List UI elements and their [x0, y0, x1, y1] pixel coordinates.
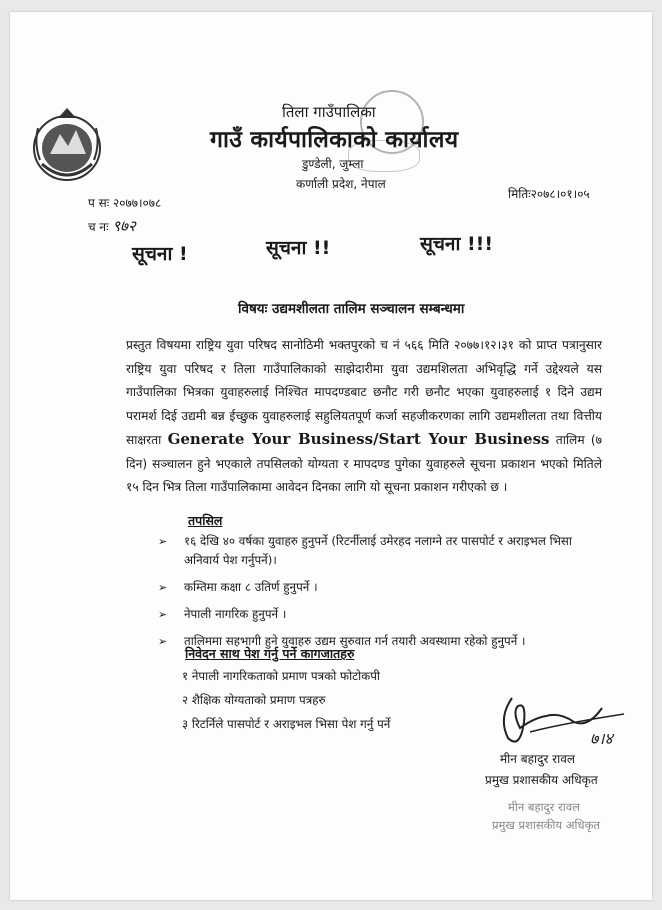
office-province: कर्णाली प्रदेश, नेपाल: [296, 177, 386, 191]
arrow-bullet-icon: ➢: [158, 581, 168, 594]
fiscal-year-ref: प सः २०७७।०७८: [88, 196, 162, 210]
documents-list: [182, 664, 390, 736]
list-item: ➢ तालिममा सहभागी हुने युवाहरु उद्यम सुरुवात गर्न तयारी अवस्थामा रहेको हुनुपर्ने ।: [158, 632, 608, 651]
criteria-heading: तपसिल: [188, 513, 223, 528]
body-paragraph: [126, 334, 602, 500]
arrow-bullet-icon: ➢: [158, 635, 168, 648]
name-stamp-name: मीन बहादुर रावल: [508, 800, 580, 814]
documents-heading: निवेदन साथ पेश गर्नु पर्ने कागजातहरु: [185, 646, 355, 661]
list-item: ➢ नेपाली नागरिक हुनुपर्ने ।: [158, 605, 608, 624]
body-part-2: तालिम (७ दिन) सञ्चालन हुने भएकाले तपसिलको योग्यता र मापदण्ड पुगेका युवाहरुले सूचना प्रकाशन भएको मितिले १५ दिन भित्र तिला गाउँपालिकामा आवेदन दिनका लागि यो सूचना प्रकाशन गरीएको छ ।: [126, 433, 603, 494]
handwritten-signature: [490, 688, 628, 758]
notice-heading-3: सूचना !!!: [420, 233, 493, 255]
list-item: ३ रिटर्निले पासपोर्ट र अराइभल भिसा पेश गर्नु पर्ने: [182, 717, 391, 731]
body-part-1: प्रस्तुत विषयमा राष्ट्रिय युवा परिषद सानोठिमी भक्तपुरको च नं ५६६ मिति २०७७।१२।३१ को प्राप्त पत्रानुसार राष्ट्रिय युवा परिषद र तिला गाउँपालिकाको साझेदारीमा युवा उद्यमशिलता अभिवृद्धि गर्ने उद्देश्यले यस गाउँपालिका भित्रका युवाहरुलाई निश्चित मापदण्डबाट छनौट गरी छनौट भएका युवाहरुलाई १ दिने उद्यम परामर्श दिई उद्यमी बन्न ईच्छुक युवाहरुलाई सहुलियतपूर्ण कर्जा सहजीकरणका लागि उद्यमशीलता तथा वित्तीय साक्षरता: [126, 338, 602, 447]
letter-body: [126, 334, 602, 500]
office-title: गाउँ कार्यपालिकाको कार्यालय: [210, 127, 459, 153]
office-address: डुण्डेली, जुम्ला: [302, 157, 364, 171]
name-stamp-title: प्रमुख प्रशासकीय अधिकृत: [492, 818, 600, 832]
dispatch-label: च नः: [88, 220, 109, 234]
signature-date-mark: ७।४: [590, 729, 613, 748]
list-item: २ शैक्षिक योग्यताको प्रमाण पत्रहरु: [182, 693, 326, 707]
letter-subject: विषयः उद्यमशीलता तालिम सञ्चालन सम्बन्धमा: [238, 301, 465, 317]
body-english-title: Generate Your Business/Start Your Business: [167, 430, 550, 448]
document-page: [10, 12, 652, 900]
notice-heading-2: सूचना !!: [266, 237, 331, 259]
list-item: ➢ १६ देखि ४० वर्षका युवाहरु हुनुपर्ने (रिटर्नीलाई उमेरहद नलाग्ने तर पासपोर्ट र अराइभल भिसा अनिवार्य पेश गर्नुपर्ने)।: [158, 534, 572, 567]
dispatch-ref: [88, 216, 136, 236]
criteria-list: [158, 532, 608, 659]
arrow-bullet-icon: ➢: [158, 535, 168, 548]
nepal-emblem-icon: [28, 104, 106, 186]
dispatch-number: ९७२: [112, 217, 136, 235]
municipality-name: तिला गाउँपालिका: [282, 103, 376, 121]
signatory-title: प्रमुख प्रशासकीय अधिकृत: [485, 773, 598, 787]
notice-heading-1: सूचना !: [132, 243, 188, 265]
letter-date: मितिः२०७८।०१।०५: [508, 187, 590, 201]
arrow-bullet-icon: ➢: [158, 608, 168, 621]
list-item: १ नेपाली नागरिकताको प्रमाण पत्रको फोटोकपी: [182, 669, 380, 683]
list-item: ➢ कम्तिमा कक्षा ८ उतिर्ण हुनुपर्ने ।: [158, 578, 608, 597]
signatory-name: मीन बहादुर रावल: [500, 752, 576, 766]
